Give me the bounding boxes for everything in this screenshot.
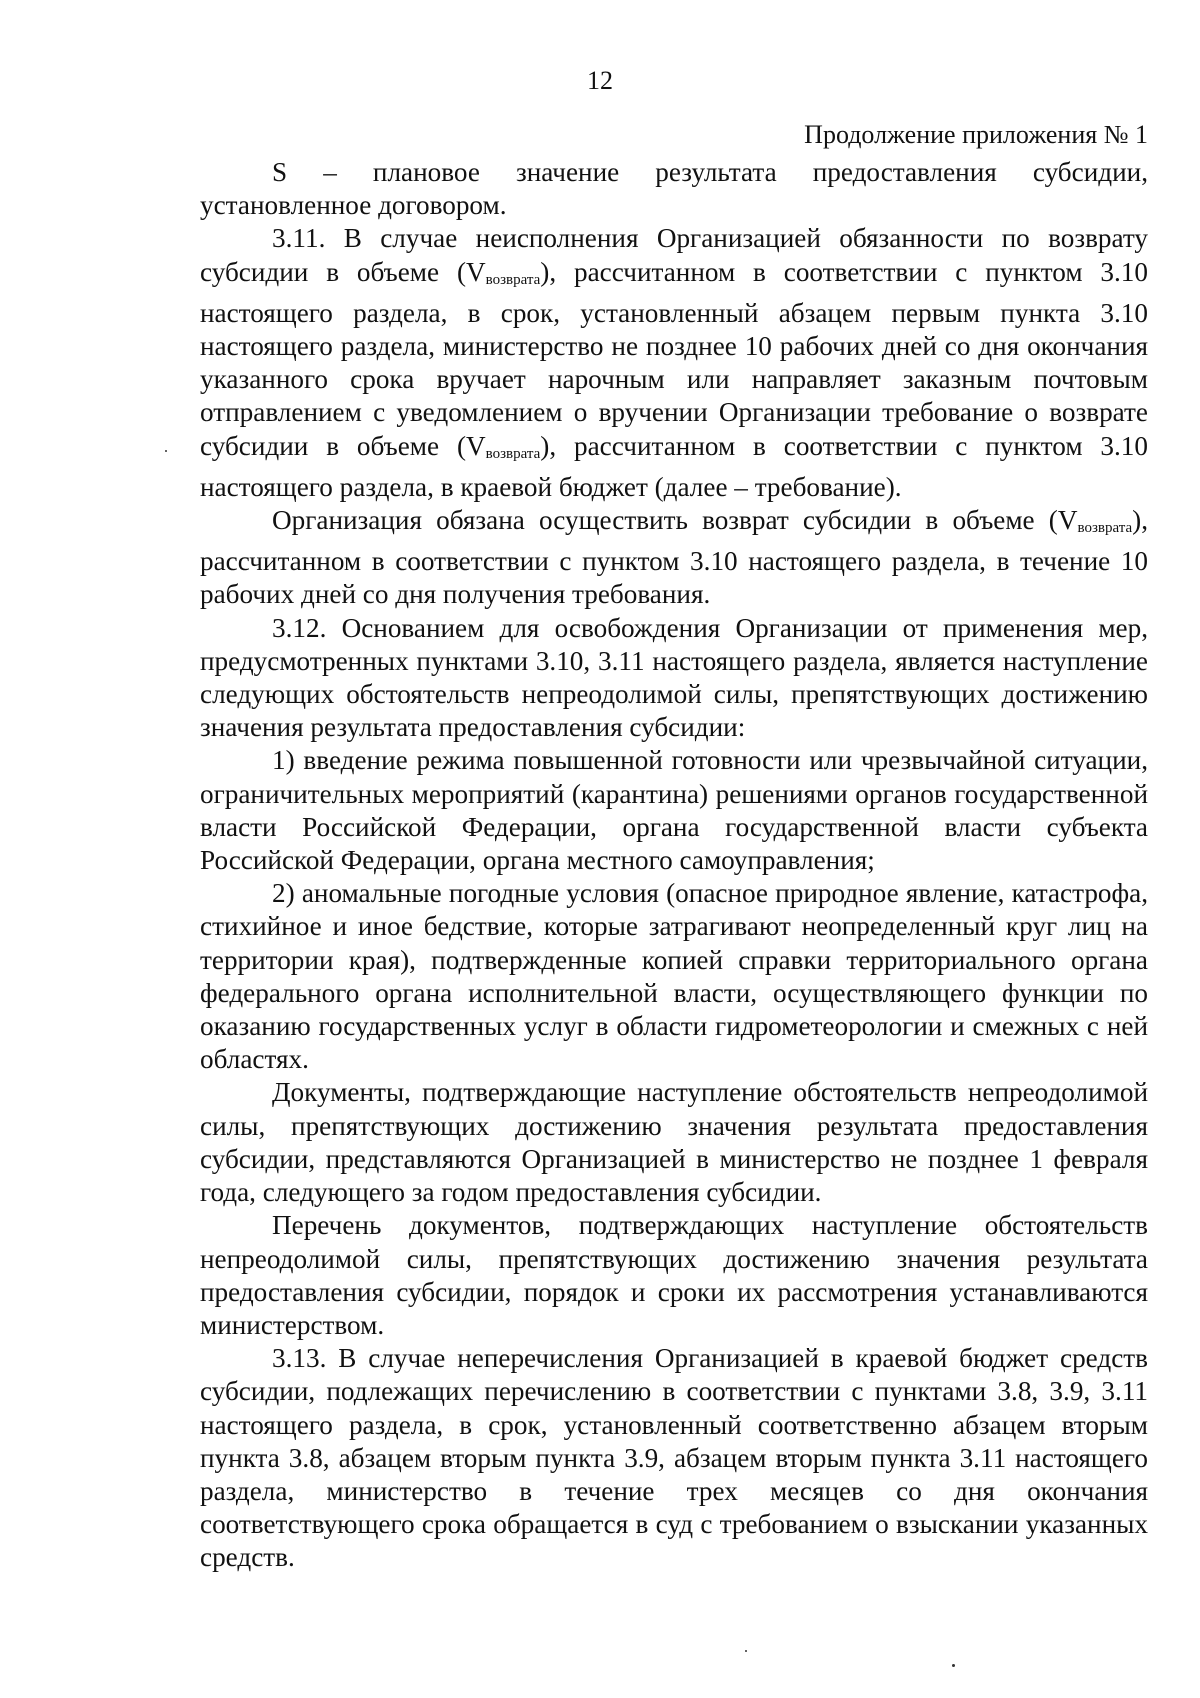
subscript-text: возврата [485,271,541,288]
paragraph-return-obligation [200,504,1148,612]
paragraph-plan-value: S – плановое значение результата предоставления субсидии, установленное договором. [200,157,1148,221]
page-number: 12 [587,66,613,95]
text-run: 3.11. В случае неисполнения Организацией обязанности по возврату субсидии в объеме (V [200,223,1148,287]
paragraph-document-list: Перечень документов, подтверждающих наступление обстоятельств непреодолимой силы, препятствующих достижению значения результата предоставления субсидии, порядок и сроки их рассмотрения устанавливаются министерством. [200,1210,1148,1340]
text-run: ), рассчитанном в соответствии с пунктом 3.10 настоящего раздела, в краевой бюджет (далее – требование). [200,430,1148,502]
scan-speck [165,450,167,452]
paragraph-3-11 [200,222,1148,504]
paragraph-3-13: 3.13. В случае неперечисления Организацией в краевой бюджет средств субсидии, подлежащих перечислению в соответствии с пунктами 3.8, 3.9, 3.11 настоящего раздела, в срок, установленный соответственно абзацем вторым пункта 3.8, абзацем вторым пункта 3.9, абзацем вторым пункта 3.11 настоящего раздела, министерство в течение трех месяцев со дня окончания соответствующего срока обращается в суд с требованием о взыскании указанных средств. [200,1343,1148,1573]
appendix-continuation-header: Продолжение приложения № 1 [804,120,1148,149]
text-run: Организация обязана осуществить возврат субсидии в объеме (V [272,505,1078,536]
document-body [200,156,1148,1575]
list-item-1: 1) введение режима повышенной готовности или чрезвычайной ситуации, ограничительных мероприятий (карантина) решениями органов государственной власти Российской Федерации, органа государственной власти субъекта Российской Федерации, органа местного самоуправления; [200,745,1148,876]
text-run: ), рассчитанном в соответствии с пунктом 3.10 настоящего раздела, в течение 10 рабочих дней со дня получения требования. [200,505,1148,610]
scan-speck [745,1650,747,1652]
list-item-2: 2) аномальные погодные условия (опасное природное явление, катастрофа, стихийное и иное бедствие, которые затрагивают неопределенный круг лиц на территории края), подтвержденные копией справки территориального органа федерального органа исполнительной власти, осуществляющего функции по оказанию государственных услуг в области гидрометеорологии и смежных с ней областях. [200,878,1148,1075]
paragraph-documents: Документы, подтверждающие наступление обстоятельств непреодолимой силы, препятствующих достижению значения результата предоставления субсидии, представляются Организацией в министерство не позднее 1 февраля года, следующего за годом предоставления субсидии. [200,1077,1148,1208]
subscript-text: возврата [485,445,541,462]
subscript-text: возврата [1077,520,1133,537]
paragraph-3-12: 3.12. Основанием для освобождения Организации от применения мер, предусмотренных пунктами 3.10, 3.11 настоящего раздела, является наступление следующих обстоятельств непреодолимой силы, препятствующих достижению значения результата предоставления субсидии: [200,612,1148,743]
scan-speck [952,1664,955,1667]
text-run: ), рассчитанном в соответствии с пунктом 3.10 настоящего раздела, в срок, установленный абзацем первым пункта 3.10 настоящего раздела, министерство не позднее 10 рабочих дней со дня окончания указанного срока вручает нарочным или направляет заказным почтовым отправлением с уведомлением о вручении Организации требование о возврате субсидии в объеме (V [200,256,1148,461]
